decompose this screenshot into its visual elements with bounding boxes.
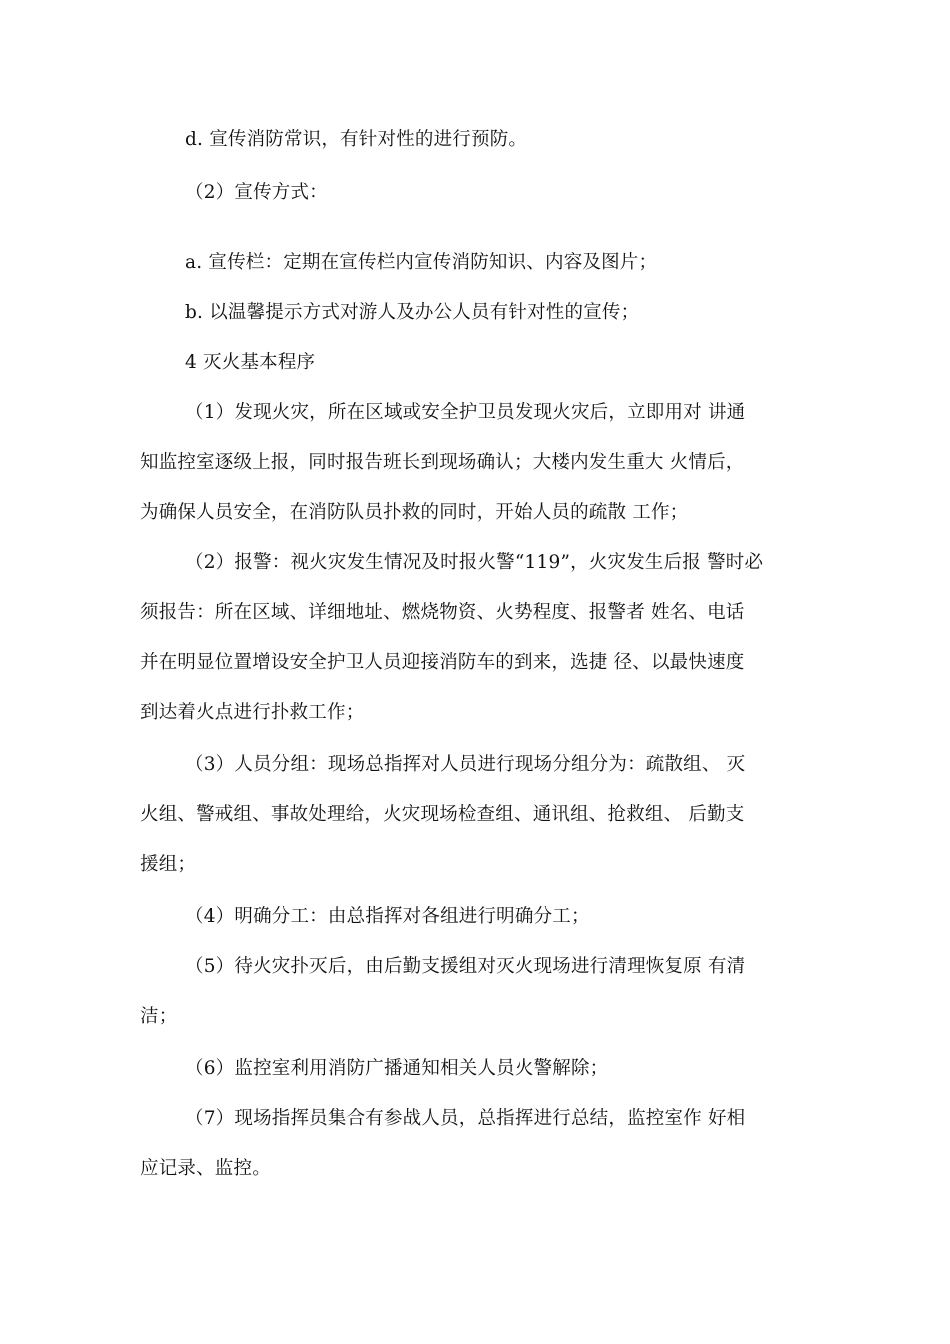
text-line: 洁； (140, 1006, 178, 1027)
text-line: 并在明显位置增设安全护卫人员迎接消防车的到来，选捷 径、以最快速度 (140, 652, 745, 673)
text-line: （6）监控室利用消防广播通知相关人员火警解除； (185, 1058, 609, 1079)
text-line: 火组、警戒组、事故处理给，火灾现场检查组、通讯组、抢救组、 后勤支 (140, 804, 745, 825)
text-line: b. 以温馨提示方式对游人及办公人员有针对性的宣传； (185, 302, 640, 323)
text-line: a. 宣传栏：定期在宣传栏内宣传消防知识、内容及图片； (185, 252, 658, 273)
text-line: （5）待火灾扑灭后，由后勤支援组对灭火现场进行清理恢复原 有清 (185, 956, 746, 977)
text-line: 须报告：所在区域、详细地址、燃烧物资、火势程度、报警者 姓名、电话 (140, 602, 745, 623)
text-line: 援组； (140, 854, 197, 875)
text-line: （4）明确分工：由总指挥对各组进行明确分工； (185, 906, 590, 927)
text-line: （2）宣传方式： (185, 182, 328, 203)
text-line: （7）现场指挥员集合有参战人员，总指挥进行总结，监控室作 好相 (185, 1108, 746, 1129)
text-line: d. 宣传消防常识，有针对性的进行预防。 (185, 129, 528, 150)
text-line: 应记录、监控。 (140, 1158, 271, 1179)
text-line: （2）报警：视火灾发生情况及时报火警“119”，火灾发生后报 警时必 (185, 552, 764, 573)
text-line: （3）人员分组：现场总指挥对人员进行现场分组分为：疏散组、 灭 (185, 754, 746, 775)
text-line: （1）发现火灾，所在区域或安全护卫员发现火灾后，立即用对 讲通 (185, 402, 746, 423)
section-heading: 4 灭火基本程序 (185, 352, 316, 373)
text-line: 知监控室逐级上报，同时报告班长到现场确认；大楼内发生重大 火情后， (140, 452, 745, 473)
text-line: 到达着火点进行扑救工作； (140, 702, 365, 723)
text-line: 为确保人员安全，在消防队员扑救的同时，开始人员的疏散 工作； (140, 502, 689, 523)
